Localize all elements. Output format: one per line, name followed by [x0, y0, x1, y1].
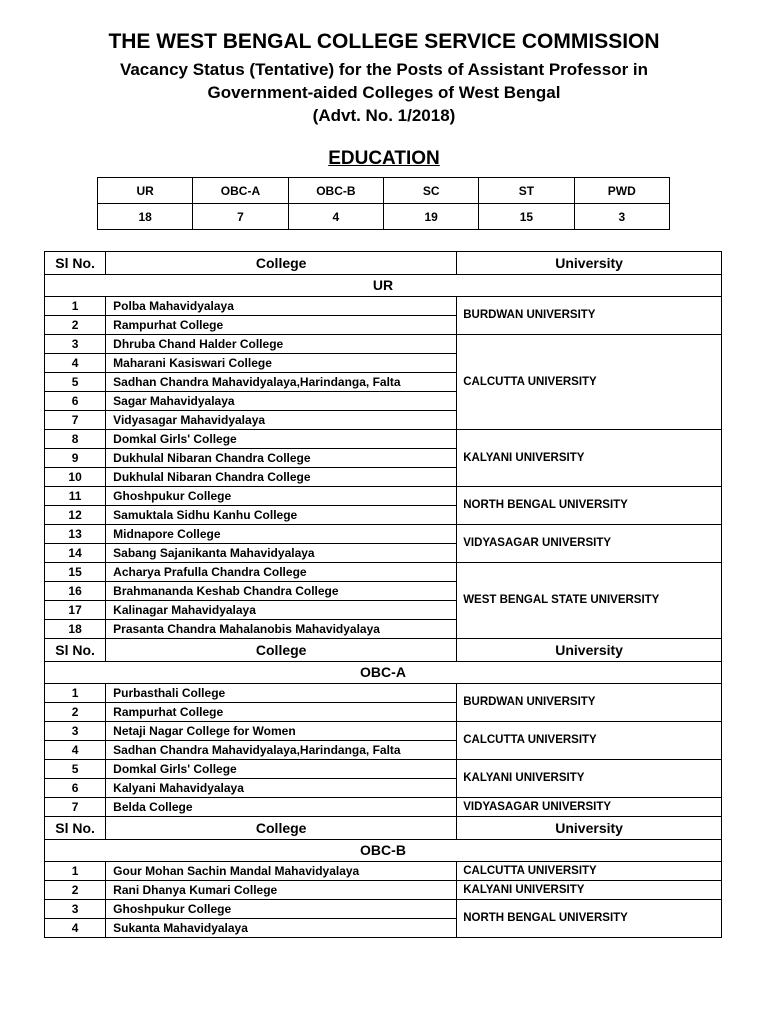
- serial-number: 3: [45, 722, 106, 741]
- college-name: Gour Mohan Sachin Mandal Mahavidyalaya: [106, 862, 457, 881]
- college-name: Sukanta Mahavidyalaya: [106, 919, 457, 938]
- university-name: CALCUTTA UNIVERSITY: [457, 862, 722, 881]
- university-name: KALYANI UNIVERSITY: [457, 430, 722, 487]
- vacancy-value: 18: [98, 204, 193, 230]
- serial-number: 7: [45, 411, 106, 430]
- vacancy-value: 4: [288, 204, 383, 230]
- college-name: Prasanta Chandra Mahalanobis Mahavidyalaya: [106, 620, 457, 639]
- college-name: Belda College: [106, 798, 457, 817]
- column-header-sl: Sl No.: [45, 252, 106, 275]
- table-row: [45, 881, 722, 900]
- university-name: CALCUTTA UNIVERSITY: [457, 335, 722, 430]
- university-name: NORTH BENGAL UNIVERSITY: [457, 900, 722, 938]
- university-name: VIDYASAGAR UNIVERSITY: [457, 798, 722, 817]
- table-row: [45, 335, 722, 354]
- vacancy-label: ST: [479, 178, 574, 204]
- document-title: THE WEST BENGAL COLLEGE SERVICE COMMISSION: [108, 30, 660, 53]
- college-name: Dukhulal Nibaran Chandra College: [106, 468, 457, 487]
- column-header-college: College: [106, 252, 457, 275]
- serial-number: 4: [45, 919, 106, 938]
- university-name: NORTH BENGAL UNIVERSITY: [457, 487, 722, 525]
- category-row: [45, 662, 722, 684]
- college-name: Purbasthali College: [106, 684, 457, 703]
- vacancy-value: 19: [384, 204, 479, 230]
- serial-number: 8: [45, 430, 106, 449]
- table-row: [45, 684, 722, 703]
- column-header-university: University: [457, 817, 722, 840]
- table-row: [45, 563, 722, 582]
- university-name: BURDWAN UNIVERSITY: [457, 684, 722, 722]
- category-label: OBC-B: [45, 840, 722, 862]
- vacancy-summary-table: [97, 177, 670, 230]
- university-name: BURDWAN UNIVERSITY: [457, 297, 722, 335]
- column-header-university: University: [457, 252, 722, 275]
- serial-number: 2: [45, 316, 106, 335]
- vacancy-label: PWD: [574, 178, 669, 204]
- category-label: UR: [45, 275, 722, 297]
- table-row: [45, 900, 722, 919]
- serial-number: 7: [45, 798, 106, 817]
- advertisement-number: (Advt. No. 1/2018): [312, 106, 456, 125]
- vacancy-value: 15: [479, 204, 574, 230]
- serial-number: 17: [45, 601, 106, 620]
- table-row: [45, 722, 722, 741]
- university-name: KALYANI UNIVERSITY: [457, 760, 722, 798]
- serial-number: 15: [45, 563, 106, 582]
- college-name: Vidyasagar Mahavidyalaya: [106, 411, 457, 430]
- university-name: VIDYASAGAR UNIVERSITY: [457, 525, 722, 563]
- vacancy-value: 7: [193, 204, 288, 230]
- serial-number: 5: [45, 760, 106, 779]
- vacancy-label: OBC-A: [193, 178, 288, 204]
- university-name: CALCUTTA UNIVERSITY: [457, 722, 722, 760]
- vacancy-value: 3: [574, 204, 669, 230]
- college-name: Kalyani Mahavidyalaya: [106, 779, 457, 798]
- column-header-college: College: [106, 817, 457, 840]
- college-name: Sadhan Chandra Mahavidyalaya,Harindanga, Falta: [106, 373, 457, 392]
- serial-number: 1: [45, 684, 106, 703]
- serial-number: 12: [45, 506, 106, 525]
- serial-number: 18: [45, 620, 106, 639]
- college-name: Kalinagar Mahavidyalaya: [106, 601, 457, 620]
- college-name: Rampurhat College: [106, 703, 457, 722]
- category-row: [45, 840, 722, 862]
- college-name: Netaji Nagar College for Women: [106, 722, 457, 741]
- serial-number: 9: [45, 449, 106, 468]
- serial-number: 1: [45, 297, 106, 316]
- table-row: [45, 798, 722, 817]
- college-name: Rampurhat College: [106, 316, 457, 335]
- college-name: Sagar Mahavidyalaya: [106, 392, 457, 411]
- column-header-university: University: [457, 639, 722, 662]
- college-name: Brahmananda Keshab Chandra College: [106, 582, 457, 601]
- serial-number: 6: [45, 779, 106, 798]
- serial-number: 13: [45, 525, 106, 544]
- serial-number: 10: [45, 468, 106, 487]
- column-header-row: [45, 639, 722, 662]
- college-name: Polba Mahavidyalaya: [106, 297, 457, 316]
- vacancy-labels-row: [98, 178, 670, 204]
- category-label: OBC-A: [45, 662, 722, 684]
- serial-number: 4: [45, 741, 106, 760]
- college-name: Acharya Prafulla Chandra College: [106, 563, 457, 582]
- college-name: Samuktala Sidhu Kanhu College: [106, 506, 457, 525]
- column-header-sl: Sl No.: [45, 817, 106, 840]
- table-row: [45, 760, 722, 779]
- serial-number: 14: [45, 544, 106, 563]
- college-name: Sabang Sajanikanta Mahavidyalaya: [106, 544, 457, 563]
- college-name: Dhruba Chand Halder College: [106, 335, 457, 354]
- university-name: KALYANI UNIVERSITY: [457, 881, 722, 900]
- college-name: Midnapore College: [106, 525, 457, 544]
- college-name: Domkal Girls' College: [106, 430, 457, 449]
- category-row: [45, 275, 722, 297]
- serial-number: 16: [45, 582, 106, 601]
- serial-number: 11: [45, 487, 106, 506]
- vacancy-label: OBC-B: [288, 178, 383, 204]
- university-name: WEST BENGAL STATE UNIVERSITY: [457, 563, 722, 639]
- column-header-sl: Sl No.: [45, 639, 106, 662]
- column-header-row: [45, 252, 722, 275]
- college-list-table: [44, 251, 722, 938]
- table-row: [45, 430, 722, 449]
- college-name: Domkal Girls' College: [106, 760, 457, 779]
- subject-heading: EDUCATION: [328, 148, 440, 169]
- document-subtitle-line-1: Vacancy Status (Tentative) for the Posts of Assistant Professor in: [119, 60, 649, 79]
- college-name: Ghoshpukur College: [106, 487, 457, 506]
- table-row: [45, 297, 722, 316]
- column-header-college: College: [106, 639, 457, 662]
- serial-number: 3: [45, 335, 106, 354]
- serial-number: 3: [45, 900, 106, 919]
- serial-number: 2: [45, 881, 106, 900]
- serial-number: 5: [45, 373, 106, 392]
- document-subtitle-line-2: Government-aided Colleges of West Bengal: [207, 83, 561, 102]
- serial-number: 2: [45, 703, 106, 722]
- serial-number: 4: [45, 354, 106, 373]
- vacancy-label: SC: [384, 178, 479, 204]
- college-name: Rani Dhanya Kumari College: [106, 881, 457, 900]
- serial-number: 1: [45, 862, 106, 881]
- college-name: Maharani Kasiswari College: [106, 354, 457, 373]
- table-row: [45, 862, 722, 881]
- table-row: [45, 487, 722, 506]
- college-name: Sadhan Chandra Mahavidyalaya,Harindanga, Falta: [106, 741, 457, 760]
- college-name: Dukhulal Nibaran Chandra College: [106, 449, 457, 468]
- college-name: Ghoshpukur College: [106, 900, 457, 919]
- serial-number: 6: [45, 392, 106, 411]
- table-row: [45, 525, 722, 544]
- column-header-row: [45, 817, 722, 840]
- vacancy-values-row: [98, 204, 670, 230]
- vacancy-label: UR: [98, 178, 193, 204]
